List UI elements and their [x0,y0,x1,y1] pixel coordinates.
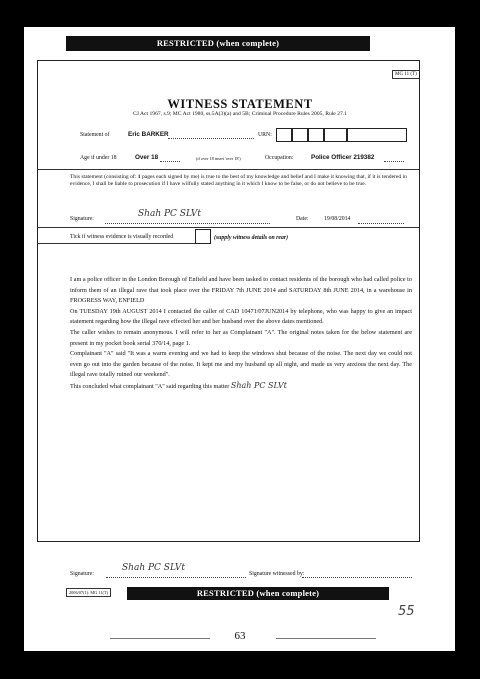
age-note: (if over 18 insert 'over 18') [196,156,241,161]
date-dotline [358,223,404,224]
occupation-label: Occupation: [265,155,294,161]
divider-2 [37,227,419,228]
witnessed-label: Signature witnessed by: [249,571,305,577]
urn-box-1[interactable] [276,128,292,142]
witnessed-dotline [302,577,412,578]
form-code-top: MG 11 (T) [392,70,420,79]
divider-1 [37,169,419,170]
urn-label: URN: [258,132,272,138]
occupation-dotline [384,161,404,162]
statement-of-value: Eric BARKER [128,131,169,138]
urn-box-2[interactable] [292,128,308,142]
page-number: 63 [234,630,246,642]
date-label: Date: [296,216,309,222]
age-dotline [160,161,180,162]
footer-signature-handwritten: Shah PC SLVt [122,563,185,573]
occupation-value: Police Officer 219382 [311,154,375,161]
urn-box-3[interactable] [308,128,324,142]
urn-box-4[interactable] [324,128,347,142]
signature-label: Signature: [70,216,94,222]
statement-body [70,275,412,393]
urn-box-5[interactable] [347,128,407,142]
form-code-bottom: 2006/07(1): MG 11(T) [66,588,111,597]
statement-of-dotline [168,138,254,139]
footer-signature-dotline [106,577,246,578]
paragraph-1: I am a police officer in the London Borough of Enfield and have been tasked to contact residents of the borough who had called police to inform them of an illegal rave that took place over the FRIDAY 7th JUNE 2014 and SATURDAY 8th JUNE 2014, in a warehouse in FROGRESS WAY, ENFIELD [70,276,412,305]
declaration-text: This statement (consisting of: 1 pages each signed by me) is true to the best of my knowledge and belief and I make it knowing that, if it is tendered in evidence, I shall be liable to prosecution if I have wilfully stated anything in it which I know to be false, or do not believe to be true. [70,174,407,187]
age-label: Age if under 18 [80,155,117,161]
legal-reference: CJ Act 1967, s.9; MC Act 1980, ss.5A(3)(a) and 5B; Criminal Procedure Rules 2005, Rule 27.1 [133,111,347,117]
divider-3 [37,243,195,244]
footer-signature-label: Signature: [70,571,94,577]
paragraph-3: The caller wishes to remain anonymous. I will refer to her as Complainant "A". The original notes taken for the below statement are present in my pocket book serial 370/14, page 1. [70,328,412,347]
restricted-banner-bottom: RESTRICTED (when complete) [127,587,389,600]
page-title: WITNESS STATEMENT [167,97,313,111]
paragraph-5: This concluded what complainant "A" said regarding this matter Shah PC SLVt [70,380,287,390]
end-signature: Shah PC SLVt [230,380,287,390]
statement-of-label: Statement of [80,132,110,138]
tick-label: Tick if witness evidence is visually recorded [70,234,174,240]
paragraph-2: On TUESDAY 19th AUGUST 2014 I contacted the caller of CAD 10471/07JUN2014 by telephone, who was happy to give an impact statement regarding how the illegal rave effected her and her husband over the above dates mentioned. [70,307,412,326]
restricted-banner-top: RESTRICTED (when complete) [66,36,370,51]
date-value: 19/08/2014 [324,216,351,222]
signature-handwritten: Shah PC SLVt [138,209,201,219]
visually-recorded-checkbox[interactable] [195,229,211,244]
paragraph-4: Complainant "A" said "It was a warm evening and we had to keep the windows shut because of the noise. The next day we could not even go out into the garden because of the noise. It kept me and my husband up all night, and made us very anxious the next day. The illegal rave totally ruined our weekend". [70,350,412,379]
age-value: Over 18 [135,154,159,161]
handwritten-number: 55 [398,604,415,619]
tick-note: (supply witness details on rear) [214,235,289,241]
signature-dotline [105,223,270,224]
